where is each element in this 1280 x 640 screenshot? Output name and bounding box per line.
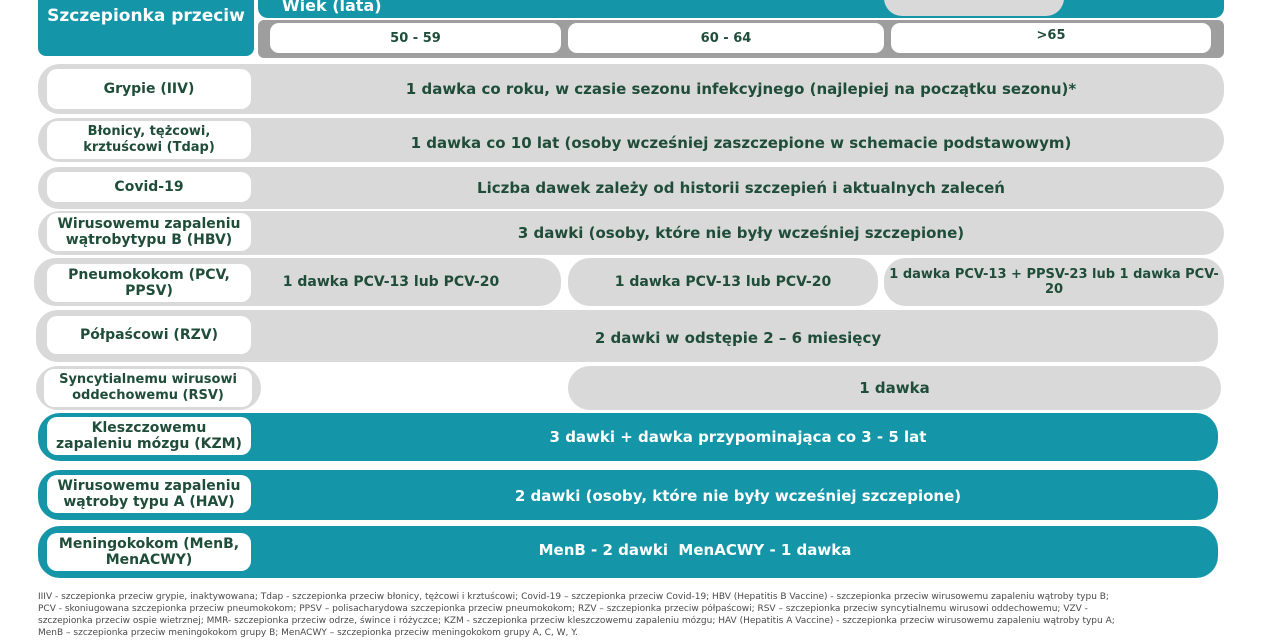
column-header-vaccine-label: Szczepionka przeciw	[47, 6, 245, 26]
row-text-meningococcal: MenB - 2 dawki MenACWY - 1 dawka	[538, 541, 852, 559]
row-label-tdap: Błonicy, tężcowi, krztuścowi (Tdap)	[47, 121, 251, 159]
row-text-pneumococcal-60-64: 1 dawka PCV-13 lub PCV-20	[568, 258, 878, 306]
column-header-vaccine	[38, 0, 254, 56]
row-label-rsv: Syncytialnemu wirusowi oddechowemu (RSV)	[44, 369, 252, 407]
age-header-label: Wiek (lata)	[282, 0, 382, 15]
row-label-rzv: Półpaścowi (RZV)	[47, 316, 251, 354]
age-header	[258, 0, 1224, 18]
row-label-hbv: Wirusowemu zapaleniu wątrobytypu B (HBV)	[47, 213, 251, 251]
row-text-kzm: 3 dawki + dawka przypominająca co 3 - 5 lat	[549, 428, 927, 446]
row-label-meningococcal: Meningokokom (MenB, MenACWY)	[47, 533, 251, 571]
age-group-60-64: 60 - 64	[568, 23, 884, 53]
row-label-kzm: Kleszczowemu zapaleniu mózgu (KZM)	[47, 417, 251, 455]
row-text-rzv: 2 dawki w odstępie 2 – 6 miesięcy	[594, 329, 882, 347]
row-text-tdap: 1 dawka co 10 lat (osoby wcześniej zaszczepione w schemacie podstawowym)	[410, 134, 1072, 152]
age-group-65-plus: >65	[891, 23, 1211, 53]
row-text-pneumococcal-50-59: 1 dawka PCV-13 lub PCV-20	[282, 274, 500, 290]
footnote-line: MenB – szczepionka przeciw meningokokom grupy B; MenACWY – szczepionka przeciw meningokokom grupy A, C, W, Y.	[38, 628, 578, 638]
row-text-pneumococcal-65-plus: 1 dawka PCV-13 + PPSV-23 lub 1 dawka PCV-20	[884, 258, 1224, 306]
footnote-abbreviations	[38, 591, 1238, 639]
footnote-line: IIIV - szczepionka przeciw grypie, inaktywowana; Tdap - szczepionka przeciw błonicy, tężcowi i krztuścowi; Covid-19 – szczepionka przeciw Covid-19; HBV (Hepatitis B Vaccine) - szczepionka przeciw wirusowemu zapaleniu wątroby typu B;	[38, 592, 1109, 602]
age-group-50-59: 50 - 59	[270, 23, 561, 53]
row-text-influenza: 1 dawka co roku, w czasie sezonu infekcyjnego (najlepiej na początku sezonu)*	[405, 80, 1077, 98]
row-text-rsv: 1 dawka	[568, 366, 1221, 410]
row-label-pneumococcal: Pneumokokom (PCV, PPSV)	[47, 264, 251, 302]
row-text-hav: 2 dawki (osoby, które nie były wcześniej szczepione)	[514, 487, 962, 505]
footnote-line: szczepionka przeciw ospie wietrznej; MMR- szczepionka przeciw odrze, śwince i różyczce; KZM - szczepionka przeciw kleszczowemu zapaleniu mózgu; HAV (Hepatitis A Vaccine) - szczepionka przeciw wirusowemu zapaleniu wątroby typu A;	[38, 616, 1115, 626]
row-text-covid: Liczba dawek zależy od historii szczepień i aktualnych zaleceń	[477, 179, 1005, 197]
row-label-influenza: Grypie (IIV)	[47, 69, 251, 109]
footnote-line: PCV - skoniugowana szczepionka przeciw pneumokokom; PPSV – polisacharydowa szczepionka przeciw pneumokokom; RZV – szczepionka przeciw półpaścowi; RSV – szczepionka przeciw syncytialnemu wirusowi oddechowemu; VZV -	[38, 604, 1088, 614]
row-label-hav: Wirusowemu zapaleniu wątroby typu A (HAV)	[47, 475, 251, 513]
age-header-decoration	[884, 0, 1064, 16]
row-text-hbv: 3 dawki (osoby, które nie były wcześniej szczepione)	[517, 224, 965, 242]
row-label-covid: Covid-19	[47, 172, 251, 202]
